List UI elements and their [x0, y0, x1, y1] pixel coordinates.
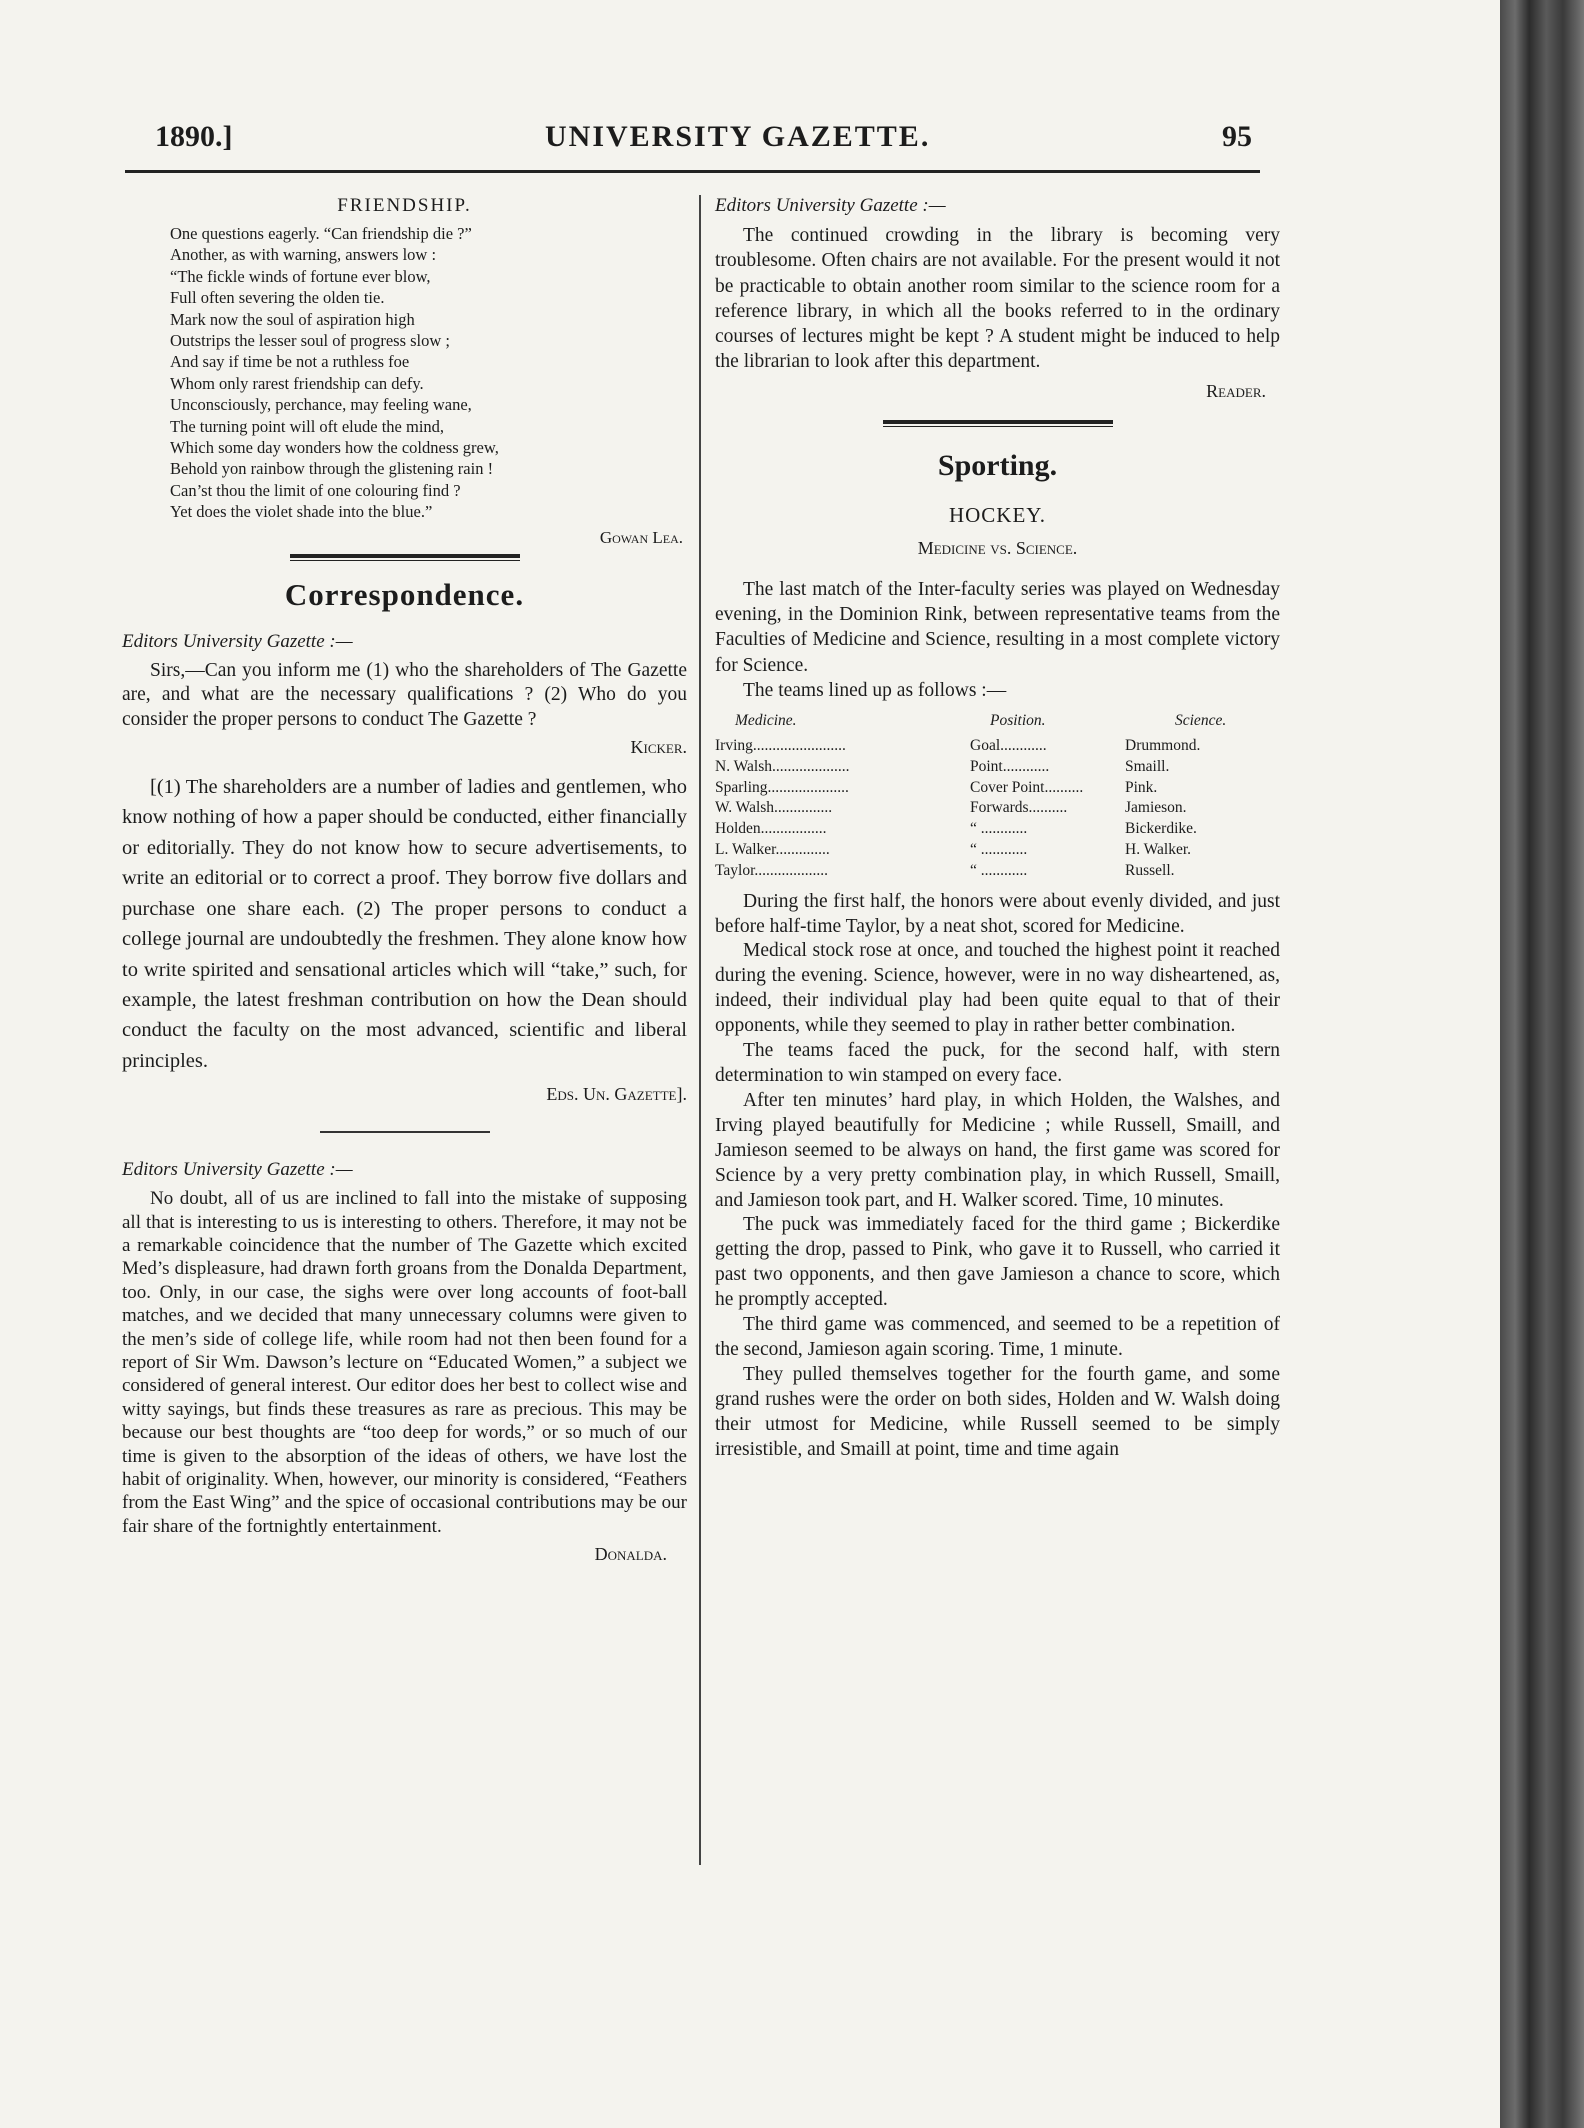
poem-line: Whom only rarest friendship can defy. — [170, 373, 424, 393]
lineup-position: “ ............ — [970, 861, 1028, 879]
lineup-position: Forwards.......... — [970, 799, 1068, 817]
lineup-science: Jamieson. — [1125, 799, 1187, 817]
poem-line: “The fickle winds of fortune ever blow, — [170, 266, 431, 286]
poem-line: And say if time be not a ruthless foe — [170, 352, 410, 372]
poem-line: The turning point will oft elude the mind, — [170, 416, 445, 436]
poem-line: Another, as with warning, answers low : — [170, 245, 437, 265]
book-binding-edge — [1500, 0, 1584, 2128]
poem-line: Can’st thou the limit of one colouring find ? — [170, 480, 461, 500]
letter2-body: No doubt, all of us are inclined to fall into the mistake of supposing all that is interesting to us is interesting to others. Therefore, it may not be a remarkable coincidence that the number of The Gazette which excited Med’s displeasure, had drawn forth groans from the Donalda Department, too. Only, in our case, the sighs were over long accounts of foot-ball matches, and we decided that many unnecessary columns were given to the men’s side of college life, while room had not then been found for a report of Sir Wm. Dawson’s lecture on “Educated Women,” a subject we considered of general interest. Our editor does her best to collect wise and witty sayings, but finds these treasures as rare as precious. This may be because our best thoughts are “too deep for words,” or so much of our time is given to the absorption of the ideas of others, we have lost the habit of originality. When, however, our minority is considered, “Feathers from the East Wing” and the spice of occasional contributions may be our fair share of the fortnightly entertainment. — [122, 1188, 687, 1537]
header-year: 1890.] — [155, 120, 233, 153]
header-rule — [125, 170, 1260, 173]
lineup-header-medicine: Medicine. — [735, 712, 797, 730]
lineup-medicine: Holden................. — [715, 820, 827, 838]
left-column — [122, 195, 687, 1565]
poem-line: Outstrips the lesser soul of progress slow ; — [170, 331, 451, 351]
header-page-number: 95 — [1222, 120, 1252, 153]
poem-line: Yet does the violet shade into the blue.” — [170, 502, 433, 522]
poem-title: FRIENDSHIP. — [337, 195, 472, 216]
lineup-position: Point............ — [970, 757, 1050, 775]
lineup-row — [715, 757, 1280, 778]
letter1-signature: Kicker. — [630, 737, 687, 758]
hockey-paragraph: After ten minutes’ hard play, in which Holden, the Walshes, and Irving played beautifully for Medicine ; while Russell, Smaill, and Jamieson seemed to be always on hand, the first game was scored for Science by a very pretty combination play, in which Russell, Smaill, and Jamieson took part, and H. Walker scored. Time, 10 minutes. — [715, 1089, 1280, 1211]
section-rule — [320, 1131, 490, 1133]
hockey-subtitle: Medicine vs. Science. — [917, 537, 1078, 558]
right-column — [715, 195, 1280, 1462]
poem-author: Gowan Lea. — [599, 527, 683, 547]
lineup-row — [715, 861, 1280, 882]
lineup-science: Russell. — [1125, 861, 1175, 879]
lineup-position: “ ............ — [970, 820, 1028, 838]
lineup-science: H. Walker. — [1125, 841, 1192, 859]
lineup-row — [715, 778, 1280, 799]
hockey-paragraph: The third game was commenced, and seemed to be a repetition of the second, Jamieson again scoring. Time, 1 minute. — [715, 1314, 1280, 1360]
poem-line: One questions eagerly. “Can friendship die ?” — [170, 224, 472, 243]
lineup-medicine: Taylor................... — [715, 861, 829, 879]
lineup-position: “ ............ — [970, 841, 1028, 859]
hockey-paragraph: During the first half, the honors were about evenly divided, and just before half-time Taylor, by a neat shot, scored for Medicine. — [715, 890, 1280, 937]
editor-reply-signature: Eds. Un. Gazette]. — [546, 1084, 687, 1105]
letter1-body: Sirs,—Can you inform me (1) who the shareholders of The Gazette are, and what are the necessary qualifications ? (2) Who do you consider the proper persons to conduct The Gazette ? — [122, 659, 687, 731]
poem-line: Mark now the soul of aspiration high — [170, 309, 415, 329]
hockey-paragraph: They pulled themselves together for the fourth game, and some grand rushes were the order on both sides, Holden and W. Walsh doing their utmost for Medicine, while Russell seemed to be simply irresistible, and Smaill at point, time and time again — [715, 1363, 1280, 1460]
lineup-table — [715, 711, 1280, 881]
lineup-position: Cover Point.......... — [970, 778, 1084, 796]
letter2-signature: Donalda. — [594, 1544, 667, 1565]
lineup-science: Bickerdike. — [1125, 820, 1197, 838]
correspondence-heading: Correspondence. — [284, 576, 525, 612]
lineup-medicine: W. Walsh............... — [715, 799, 833, 817]
lineup-medicine: N. Walsh.................... — [715, 757, 850, 775]
hockey-paragraph: Medical stock rose at once, and touched the highest point it reached during the evening. Science, however, were in no way disheartened, as, indeed, their individual play had been quite equal to that of their opponents, while they seemed to play in rather better combination. — [715, 940, 1280, 1037]
poem-line: Unconsciously, perchance, may feeling wane, — [170, 395, 472, 415]
lineup-intro: The teams lined up as follows :— — [743, 679, 1007, 701]
poem-line: Full often severing the olden tie. — [170, 288, 385, 308]
lineup-position: Goal............ — [970, 737, 1047, 755]
lineup-header-position: Position. — [990, 712, 1046, 730]
lineup-medicine: Irving........................ — [715, 737, 846, 755]
lineup-medicine: L. Walker.............. — [715, 841, 830, 859]
letter3-salutation: Editors University Gazette :— — [715, 195, 946, 216]
letter3-signature: Reader. — [1206, 380, 1266, 401]
editor-reply-body: [(1) The shareholders are a number of ladies and gentlemen, who know nothing of how a paper should be conducted, either financially or editorially. They do not know how to secure advertisements, to write an editorial or to correct a proof. They borrow five dollars and purchase one share each. (2) The proper persons to conduct a college journal are undoubtedly the freshmen. They alone know how to write spirited and sensational articles which will “take,” such, for example, the latest freshman contribution on how the Dean should conduct the faculty on the most advanced, scientific and liberal principles. — [122, 776, 687, 1072]
lineup-row — [715, 736, 1280, 757]
lineup-science: Drummond. — [1125, 737, 1201, 755]
letter1-salutation: Editors University Gazette :— — [122, 630, 353, 652]
poem-line: Behold yon rainbow through the glistening rain ! — [170, 459, 494, 479]
lineup-row — [715, 840, 1280, 861]
lineup-header-science: Science. — [1175, 712, 1227, 730]
column-divider — [699, 195, 701, 1865]
hockey-paragraph: The teams faced the puck, for the second half, with stern determination to win stamped on every face. — [715, 1040, 1280, 1086]
lineup-row — [715, 819, 1280, 840]
letter3-body: The continued crowding in the library is becoming very troublesome. Often chairs are not available. For the present would it not be practicable to obtain another room similar to the science room for a reference library, in which all the books referred to in the ordinary courses of lectures might be kept ? A student might be induced to help the librarian to look after this department. — [715, 225, 1280, 373]
sporting-heading: Sporting. — [937, 448, 1058, 482]
header-title: UNIVERSITY GAZETTE. — [545, 120, 931, 153]
section-rule — [883, 420, 1113, 427]
lineup-science: Pink. — [1125, 778, 1158, 796]
lineup-row — [715, 798, 1280, 819]
hockey-title: HOCKEY. — [948, 502, 1047, 527]
hockey-intro: The last match of the Inter-faculty series was played on Wednesday evening, in the Dominion Rink, between representative teams from the Faculties of Medicine and Science, resulting in a most complete victory for Science. — [715, 578, 1280, 676]
poem-lines — [122, 223, 687, 523]
lineup-science: Smaill. — [1125, 757, 1170, 775]
poem-line: Which some day wonders how the coldness grew, — [170, 438, 499, 458]
section-rule — [290, 554, 520, 561]
hockey-paragraph: The puck was immediately faced for the third game ; Bickerdike getting the drop, passed to Pink, who gave it to Russell, who carried it past two opponents, and then gave Jamieson a chance to score, which he promptly accepted. — [715, 1214, 1280, 1311]
letter2-salutation: Editors University Gazette :— — [122, 1159, 353, 1181]
lineup-medicine: Sparling..................... — [715, 778, 849, 796]
lineup-header-row — [715, 711, 1280, 732]
